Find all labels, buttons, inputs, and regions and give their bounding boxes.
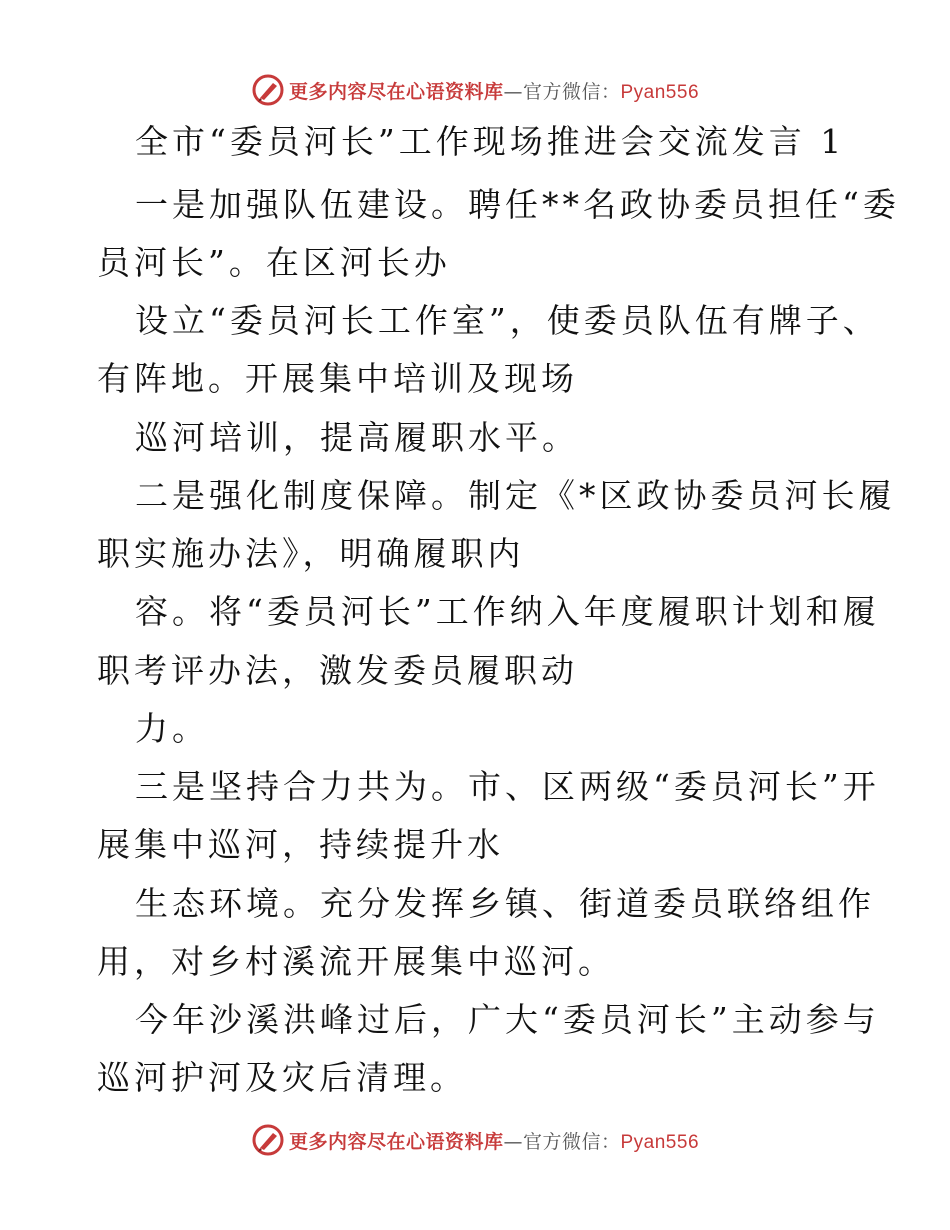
paragraph-line: 设立“委员河长工作室”，使委员队伍有牌子、	[135, 301, 880, 340]
paragraph-line: 容。将“委员河长”工作纳入年度履职计划和履	[135, 592, 880, 631]
paragraph-line: 今年沙溪洪峰过后，广大“委员河长”主动参与	[135, 1000, 880, 1039]
paragraph-line: 有阵地。开展集中培训及现场	[97, 359, 578, 398]
paragraph-line: 三是坚持合力共为。市、区两级“委员河长”开	[135, 767, 880, 806]
paragraph-line: 用，对乡村溪流开展集中巡河。	[97, 942, 615, 981]
paragraph-line: 员河长”。在区河长办	[97, 243, 451, 282]
paragraph-line: 一是加强队伍建设。聘任**名政协委员担任“委	[135, 185, 900, 224]
paragraph-line: 巡河培训，提高履职水平。	[135, 418, 579, 457]
watermark-banner-top	[0, 70, 950, 110]
watermark-dash: —官方微信：	[503, 1130, 621, 1153]
watermark-dash: —官方微信：	[503, 80, 621, 103]
paragraph-line: 生态环境。充分发挥乡镇、街道委员联络组作	[135, 884, 875, 923]
paragraph-line: 力。	[135, 709, 209, 748]
paragraph-line: 展集中巡河，持续提升水	[97, 825, 504, 864]
watermark-brand: 更多内容尽在心语资料库	[288, 80, 504, 103]
watermark-text	[289, 1127, 699, 1154]
paragraph-line: 巡河护河及灾后清理。	[97, 1058, 467, 1097]
document-title: 全市“委员河长”工作现场推进会交流发言 1	[135, 122, 846, 161]
pen-logo-icon	[251, 1123, 285, 1157]
watermark-banner-bottom	[0, 1120, 950, 1160]
watermark-brand: 更多内容尽在心语资料库	[288, 1130, 504, 1153]
watermark-text	[289, 77, 699, 104]
watermark-id: Pyan556	[620, 81, 700, 103]
paragraph-line: 职考评办法，激发委员履职动	[97, 651, 578, 690]
pen-logo-icon	[251, 73, 285, 107]
paragraph-line: 职实施办法》，明确履职内	[97, 534, 525, 573]
paragraph-line: 二是强化制度保障。制定《*区政协委员河长履	[135, 476, 896, 515]
watermark-id: Pyan556	[620, 1131, 700, 1153]
